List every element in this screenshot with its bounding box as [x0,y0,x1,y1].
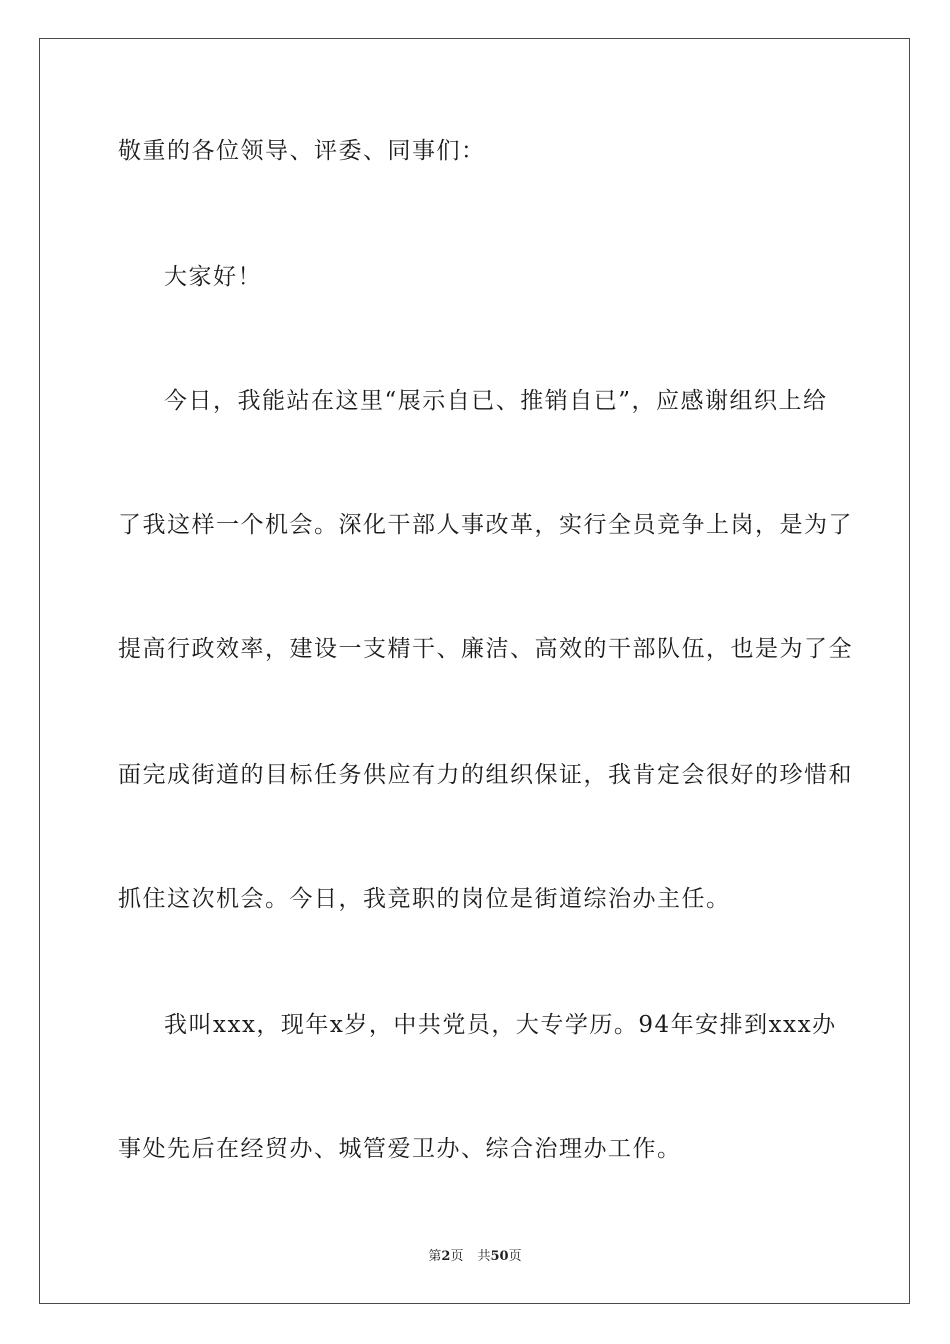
paragraph-1-line-5: 抓住这次机会。今日，我竞职的岗位是街道综治办主任。 [118,886,731,912]
total-suffix: 页 [508,1249,522,1264]
paragraph-2-line-2: 事处先后在经贸办、城管爱卫办、综合治理办工作。 [118,1136,682,1162]
paragraph-1-line-3: 提高行政效率，建设一支精干、廉洁、高效的干部队伍，也是为了全 [118,636,853,662]
total-pages: 50 [490,1249,509,1264]
page-prefix: 第 [428,1249,442,1264]
paragraph-1-line-2: 了我这样一个机会。深化干部人事改革，实行全员竞争上岗，是为了 [118,512,853,538]
page-footer [0,1248,950,1266]
paragraph-1-line-1: 今日，我能站在这里“展示自已、推销自已”，应感谢组织上给 [164,388,828,414]
salutation: 敬重的各位领导、评委、同事们： [118,138,486,164]
greeting: 大家好！ [164,264,262,290]
paragraph-1-line-4: 面完成街道的目标任务供应有力的组织保证，我肯定会很好的珍惜和 [118,762,853,788]
page-border [39,38,910,1304]
page-number: 2 [441,1249,451,1264]
page-suffix: 页 [450,1249,464,1264]
paragraph-2-line-1: 我叫xxx，现年x岁，中共党员，大专学历。94年安排到xxx办 [164,1012,837,1038]
total-prefix: 共 [477,1249,491,1264]
